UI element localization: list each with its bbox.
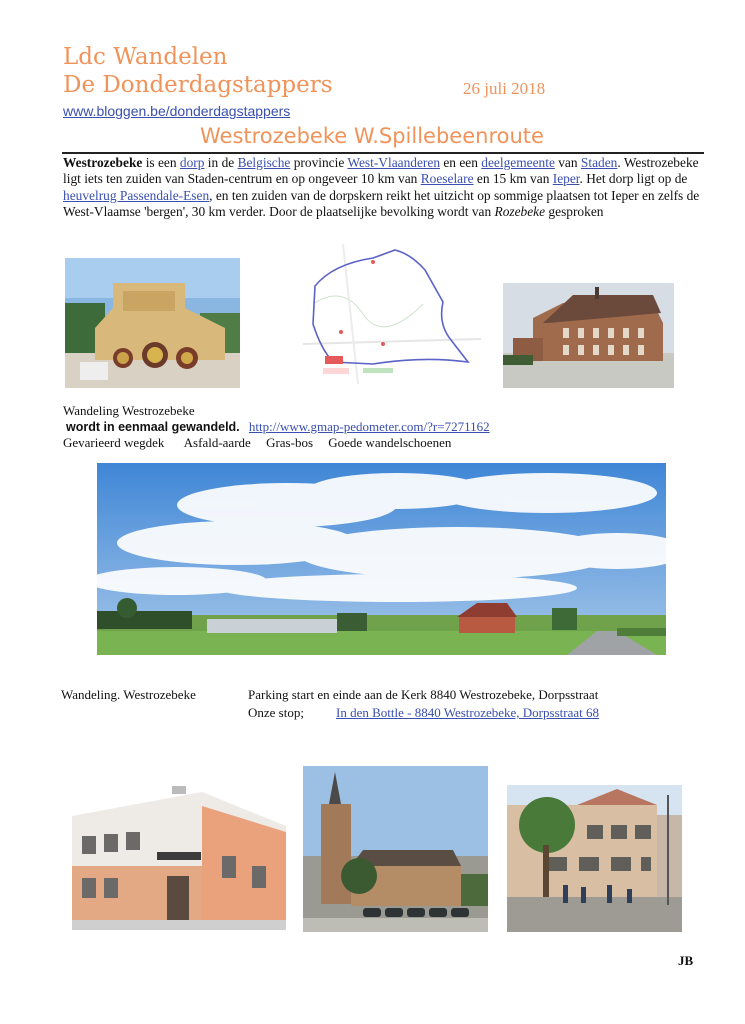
intro-text: van bbox=[554, 155, 581, 170]
parking-label: Wandeling. Westrozebeke bbox=[61, 687, 196, 702]
intro-italic: Rozebeke bbox=[494, 204, 546, 220]
intro-text: en een bbox=[440, 155, 482, 170]
terrace-photo bbox=[507, 785, 682, 932]
walk-date: 26 juli 2018 bbox=[463, 79, 546, 98]
title-divider bbox=[62, 152, 704, 154]
terrain-item: Asfald-aarde bbox=[183, 435, 251, 450]
link-heuvelrug[interactable]: heuvelrug Passendale-Esen bbox=[63, 187, 210, 203]
intro-text: gesproken bbox=[545, 204, 604, 220]
cafe-photo bbox=[72, 786, 286, 930]
route-map bbox=[303, 244, 481, 384]
link-west-vlaanderen[interactable]: West-Vlaanderen bbox=[347, 155, 441, 170]
pedometer-link[interactable]: http://www.gmap-pedometer.com/?r=7271162 bbox=[248, 419, 490, 434]
terrain-item: Gevarieerd wegdek bbox=[63, 435, 165, 450]
link-roeselare[interactable]: Roeselare bbox=[420, 171, 474, 187]
stop-link[interactable]: In den Bottle - 8840 Westrozebeke, Dorpsstraat 68 bbox=[336, 705, 599, 720]
parking-text: Parking start en einde aan de Kerk 8840 Westrozebeke, Dorpsstraat bbox=[248, 687, 599, 702]
club-name: Ldc Wandelen bbox=[63, 44, 228, 70]
terrain-item: Goede wandelschoenen bbox=[328, 435, 452, 450]
town-hall-photo bbox=[503, 283, 674, 388]
walk-note: wordt in eenmaal gewandeld. bbox=[66, 420, 240, 434]
link-dorp[interactable]: dorp bbox=[179, 155, 205, 170]
blog-link[interactable]: www.bloggen.be/donderdagstappers bbox=[63, 103, 291, 119]
link-staden[interactable]: Staden bbox=[580, 155, 618, 170]
intro-bold: Westrozebeke bbox=[63, 155, 143, 170]
link-deelgemeente[interactable]: deelgemeente bbox=[481, 155, 555, 170]
intro-text: en 15 km van bbox=[473, 171, 553, 187]
intro-text: is een bbox=[142, 155, 180, 170]
church-photo bbox=[303, 766, 488, 932]
intro-text: . Westrozebeke ligt iets ten zuiden van Staden-centrum en op ongeveer 10 km van bbox=[63, 155, 699, 187]
intro-text: provincie bbox=[290, 155, 348, 170]
walk-info-line bbox=[66, 419, 490, 435]
memorial-photo bbox=[65, 258, 240, 388]
link-ieper[interactable]: Ieper bbox=[552, 171, 580, 187]
intro-paragraph bbox=[63, 155, 703, 221]
landscape-photo bbox=[97, 463, 666, 655]
terrain-list bbox=[63, 435, 503, 451]
terrain-item: Gras-bos bbox=[266, 435, 313, 450]
stop-label: Onze stop; bbox=[248, 705, 304, 720]
intro-text: . Het dorp ligt op de bbox=[579, 171, 688, 187]
intro-text: in de bbox=[204, 155, 238, 170]
link-belgische[interactable]: Belgische bbox=[237, 155, 291, 170]
walk-name: Wandeling Westrozebeke bbox=[63, 403, 195, 418]
group-name: De Donderdagstappers bbox=[63, 72, 333, 98]
page-title: Westrozebeke W.Spillebeenroute bbox=[200, 124, 544, 148]
intro-text: , en ten zuiden van de dorpskern reikt het uitzicht op sommige plaatsen tot Ieper en zelfs de West-Vlaamse 'bergen', 30 km verder. Door de plaatselijke bevolking wordt van bbox=[63, 187, 700, 220]
author-initials: JB bbox=[678, 953, 694, 968]
